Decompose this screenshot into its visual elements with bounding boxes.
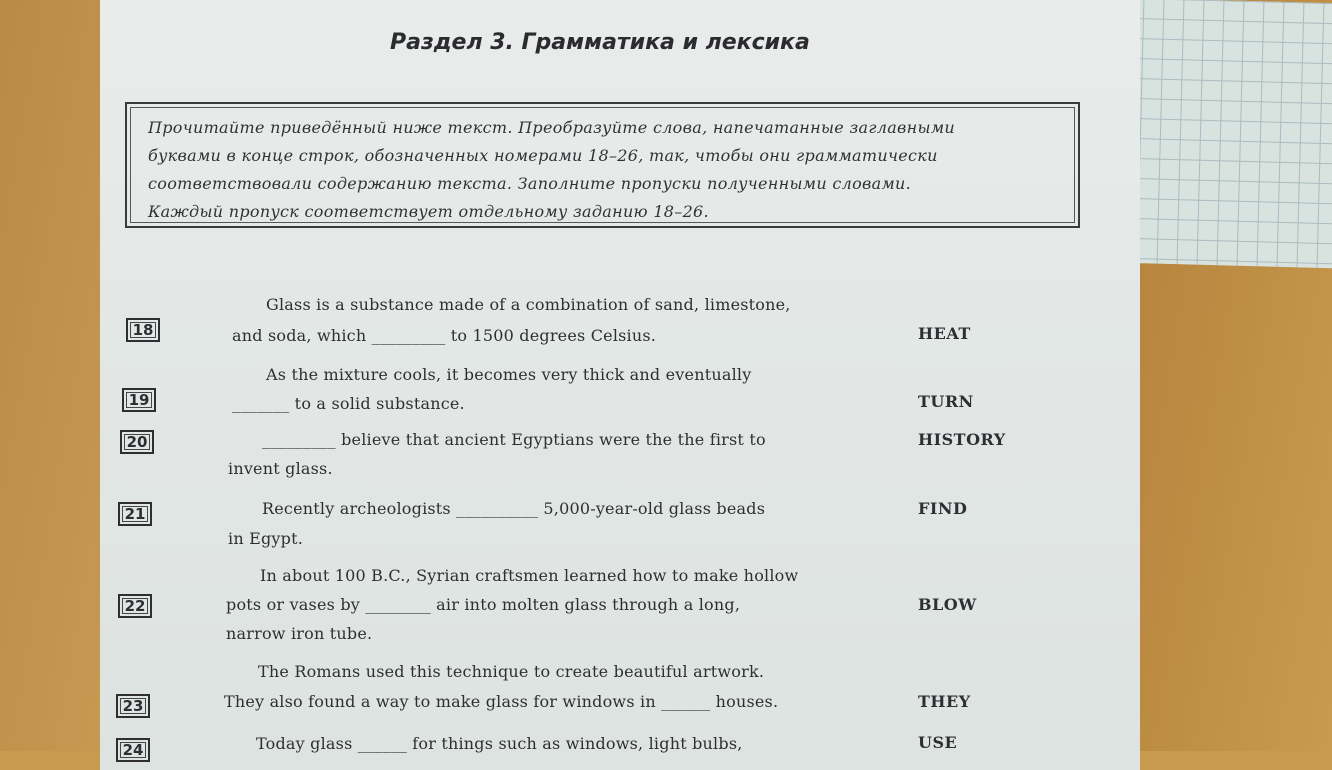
task-number-22: 22: [118, 594, 152, 618]
task-18-word: HEAT: [918, 324, 971, 343]
task-18-line-2: and soda, which _________ to 1500 degrees Celsius.: [232, 326, 657, 345]
task-number-20: 20: [120, 430, 154, 454]
task-19-line-1: As the mixture cools, it becomes very thick and eventually: [266, 365, 752, 384]
task-24-line-1: Today glass ______ for things such as windows, light bulbs,: [256, 734, 743, 753]
task-22-line-3: narrow iron tube.: [226, 624, 373, 643]
task-22-word: BLOW: [918, 595, 977, 614]
task-20-line-1: _________ believe that ancient Egyptians were the the first to: [262, 430, 766, 449]
task-22-line-1: In about 100 B.C., Syrian craftsmen learned how to make hollow: [260, 566, 799, 585]
task-18-line-1: Glass is a substance made of a combination of sand, limestone,: [266, 295, 791, 314]
task-23-word: THEY: [918, 692, 971, 711]
task-number-23: 23: [116, 694, 150, 718]
task-22-line-2: pots or vases by ________ air into molten glass through a long,: [226, 595, 741, 614]
task-number-24: 24: [116, 738, 150, 762]
task-number-21: 21: [118, 502, 152, 526]
instruction-line: буквами в конце строк, обозначенных номерами 18–26, так, чтобы они грамматически: [148, 146, 938, 165]
instruction-line: Прочитайте приведённый ниже текст. Преобразуйте слова, напечатанные заглавными: [148, 118, 955, 137]
task-21-line-2: in Egypt.: [228, 529, 304, 548]
task-21-word: FIND: [918, 499, 968, 518]
task-20-word: HISTORY: [918, 430, 1006, 449]
task-20-line-2: invent glass.: [228, 459, 333, 478]
task-19-word: TURN: [918, 392, 974, 411]
task-number-19: 19: [122, 388, 156, 412]
task-24-word: USE: [918, 733, 958, 752]
instruction-line: соответствовали содержанию текста. Заполните пропуски полученными словами.: [148, 174, 912, 193]
instruction-line: Каждый пропуск соответствует отдельному заданию 18–26.: [148, 202, 709, 221]
task-number-18: 18: [126, 318, 160, 342]
task-19-line-2: _______ to a solid substance.: [232, 394, 465, 413]
section-title: Раздел 3. Грамматика и лексика: [390, 30, 810, 55]
task-23-line-1: The Romans used this technique to create beautiful artwork.: [258, 662, 765, 681]
task-23-line-2: They also found a way to make glass for windows in ______ houses.: [224, 692, 779, 711]
task-21-line-1: Recently archeologists __________ 5,000-year-old glass beads: [262, 499, 766, 518]
